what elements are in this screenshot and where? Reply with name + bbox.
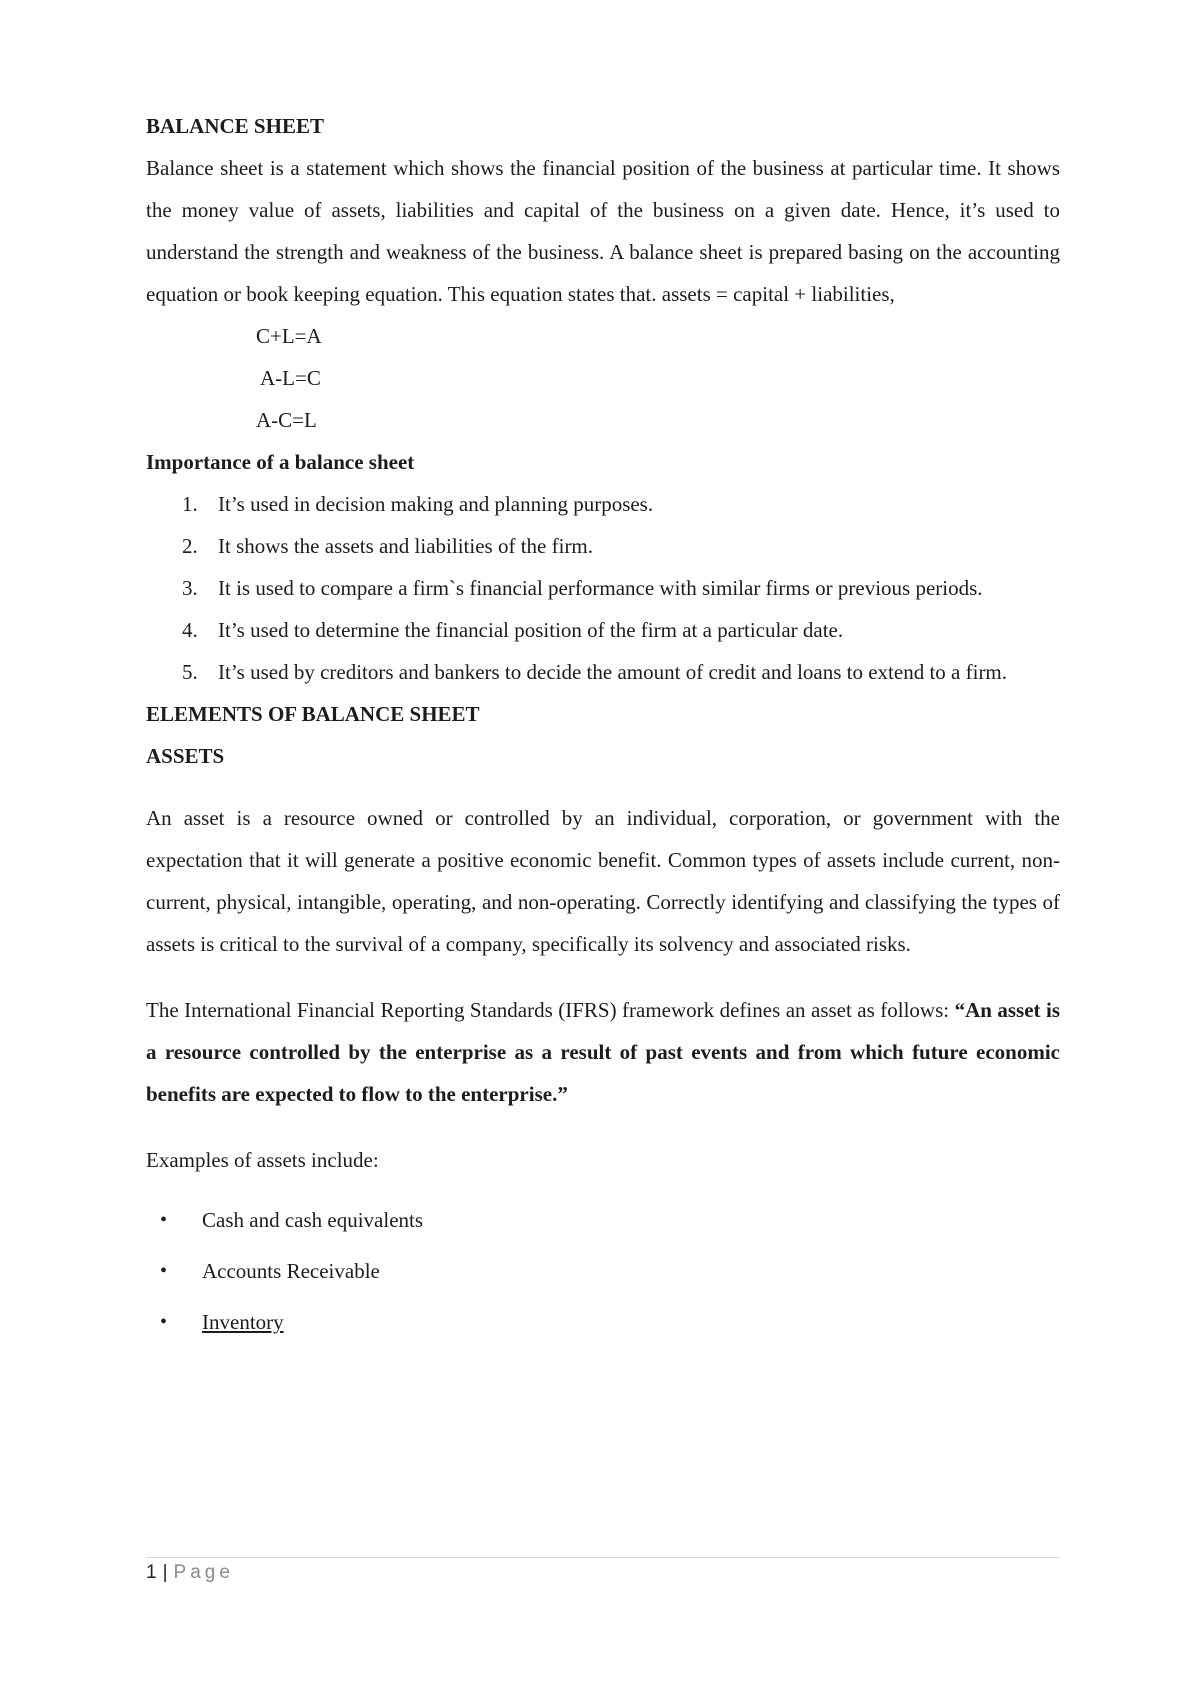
list-item: • Accounts Receivable (160, 1259, 380, 1283)
intro-paragraph: Balance sheet is a statement which shows the financial position of the business at particular time. It shows the money value of assets, liabilities and capital of the business on a given date. Hence, it’s used to understand the strength and weakness of the business. A balance sheet is prepared basing on the accounting equation or book keeping equation. This equation states that. assets = capital + liabilities, (146, 156, 1060, 306)
list-item: 3. It is used to compare a firm`s financial performance with similar firms or previous periods. (182, 576, 983, 600)
page-footer (146, 1562, 234, 1584)
page-label: Page (173, 1562, 234, 1583)
page-content (146, 105, 1060, 1360)
formula-1: C+L=A (256, 324, 322, 348)
importance-list (146, 483, 1060, 693)
importance-heading: Importance of a balance sheet (146, 450, 415, 474)
list-item: • Cash and cash equivalents (160, 1208, 424, 1232)
list-item: 4. It’s used to determine the financial position of the firm at a particular date. (182, 618, 844, 642)
document-title: BALANCE SHEET (146, 114, 324, 138)
examples-list (146, 1207, 1060, 1335)
inventory-link[interactable]: Inventory (202, 1310, 284, 1334)
list-item (146, 1309, 1060, 1335)
bullet-icon: • (160, 1311, 168, 1333)
ifrs-paragraph: The International Financial Reporting Standards (IFRS) framework defines an asset as follows: “An asset is a resource controlled by the enterprise as a result of past events and from which future economic benefits are expected to flow to the enterprise.” (146, 998, 1061, 1106)
page-number: 1 (146, 1562, 157, 1583)
bullet-icon: • (160, 1260, 168, 1282)
bullet-icon: • (160, 1209, 168, 1231)
formula-3: A-C=L (256, 408, 317, 432)
formula-2: A-L=C (260, 366, 321, 390)
ifrs-definition-quote: “An asset is a resource controlled by the enterprise as a result of past events and from which future economic benefits are expected to flow to the enterprise.” (146, 998, 1061, 1106)
elements-heading: ELEMENTS OF BALANCE SHEET (146, 702, 480, 726)
footer-divider (146, 1557, 1060, 1558)
list-item: 2. It shows the assets and liabilities of the firm. (182, 534, 594, 558)
list-item: 1. It’s used in decision making and planning purposes. (182, 492, 654, 516)
examples-intro: Examples of assets include: (146, 1148, 379, 1172)
list-item: 5. It’s used by creditors and bankers to decide the amount of credit and loans to extend to a firm. (182, 660, 1008, 684)
footer-separator: | (162, 1562, 168, 1583)
assets-heading: ASSETS (146, 744, 225, 768)
assets-paragraph: An asset is a resource owned or controlled by an individual, corporation, or government with the expectation that it will generate a positive economic benefit. Common types of assets include current, non-current, physical, intangible, operating, and non-operating. Correctly identifying and classifying the types of assets is critical to the survival of a company, specifically its solvency and associated risks. (146, 806, 1060, 956)
